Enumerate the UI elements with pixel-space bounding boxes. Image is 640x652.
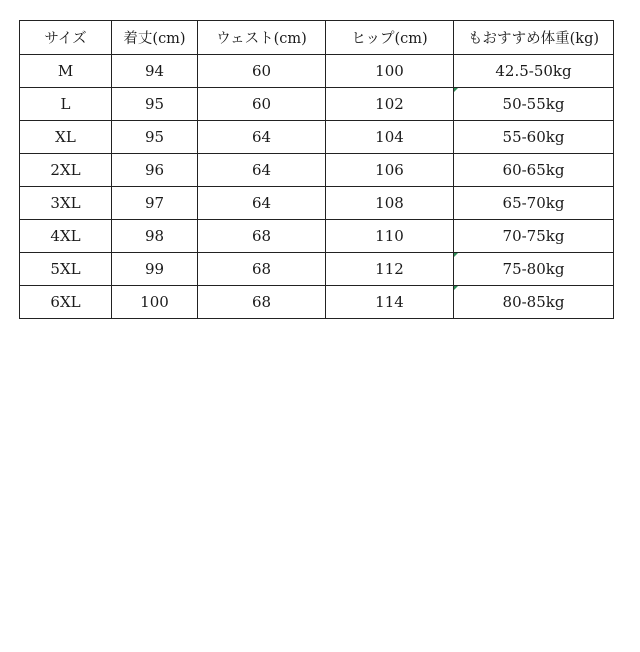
table-row <box>20 55 614 88</box>
table-row <box>20 154 614 187</box>
cell-size: 4XL <box>20 220 112 253</box>
cell-hip: 110 <box>326 220 454 253</box>
header-hip: ヒップ(cm) <box>326 21 454 55</box>
table-header-row <box>20 21 614 55</box>
cell-marker-icon <box>454 286 458 290</box>
cell-size: 5XL <box>20 253 112 286</box>
weight-text: 80-85kg <box>502 293 565 311</box>
cell-weight <box>454 253 614 286</box>
table-row <box>20 253 614 286</box>
cell-hip: 112 <box>326 253 454 286</box>
cell-waist: 68 <box>198 286 326 319</box>
cell-waist: 64 <box>198 187 326 220</box>
cell-waist: 60 <box>198 55 326 88</box>
cell-weight <box>454 187 614 220</box>
cell-hip: 108 <box>326 187 454 220</box>
cell-weight <box>454 220 614 253</box>
cell-length: 94 <box>112 55 198 88</box>
size-chart-table <box>19 20 614 319</box>
cell-hip: 102 <box>326 88 454 121</box>
cell-weight <box>454 286 614 319</box>
cell-size: 3XL <box>20 187 112 220</box>
cell-length: 95 <box>112 88 198 121</box>
cell-size: L <box>20 88 112 121</box>
cell-weight <box>454 55 614 88</box>
cell-hip: 100 <box>326 55 454 88</box>
cell-waist: 60 <box>198 88 326 121</box>
cell-waist: 64 <box>198 154 326 187</box>
cell-size: 2XL <box>20 154 112 187</box>
cell-length: 100 <box>112 286 198 319</box>
cell-waist: 64 <box>198 121 326 154</box>
header-waist: ウェスト(cm) <box>198 21 326 55</box>
cell-weight <box>454 88 614 121</box>
weight-text: 70-75kg <box>502 227 565 245</box>
table-row <box>20 187 614 220</box>
cell-length: 96 <box>112 154 198 187</box>
cell-size: 6XL <box>20 286 112 319</box>
weight-text: 50-55kg <box>502 95 565 113</box>
cell-waist: 68 <box>198 220 326 253</box>
cell-length: 95 <box>112 121 198 154</box>
table-row <box>20 286 614 319</box>
table-row <box>20 220 614 253</box>
table-row <box>20 121 614 154</box>
weight-text: 75-80kg <box>502 260 565 278</box>
cell-length: 99 <box>112 253 198 286</box>
header-recommended-weight: もおすすめ体重(kg) <box>454 21 614 55</box>
weight-text: 55-60kg <box>502 128 565 146</box>
weight-text: 42.5-50kg <box>495 62 572 80</box>
cell-weight <box>454 121 614 154</box>
cell-size: M <box>20 55 112 88</box>
cell-hip: 106 <box>326 154 454 187</box>
cell-hip: 104 <box>326 121 454 154</box>
cell-marker-icon <box>454 88 458 92</box>
cell-length: 98 <box>112 220 198 253</box>
weight-text: 65-70kg <box>502 194 565 212</box>
cell-length: 97 <box>112 187 198 220</box>
cell-waist: 68 <box>198 253 326 286</box>
cell-hip: 114 <box>326 286 454 319</box>
cell-size: XL <box>20 121 112 154</box>
weight-text: 60-65kg <box>502 161 565 179</box>
header-size: サイズ <box>20 21 112 55</box>
cell-marker-icon <box>454 253 458 257</box>
header-length: 着丈(cm) <box>112 21 198 55</box>
table-row <box>20 88 614 121</box>
cell-weight <box>454 154 614 187</box>
